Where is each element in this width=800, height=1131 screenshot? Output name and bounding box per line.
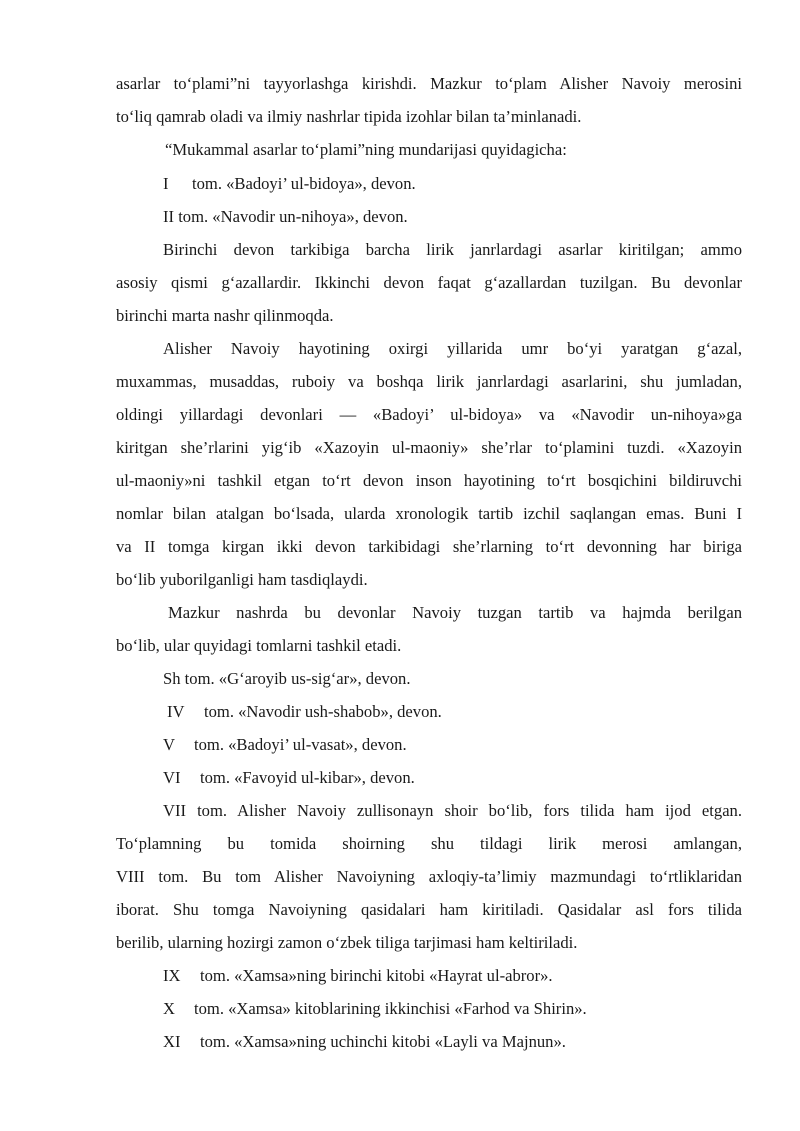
text-line: to‘liq qamrab oladi va ilmiy nashrlar tipida izohlar bilan ta’minlanadi. <box>116 107 582 126</box>
text-line: oldingi yillardagi devonlari — «Badoyi’ ul-bidoya» va «Navodir un-nihoya»ga <box>116 405 742 424</box>
volume-title: tom. «Xamsa»ning birinchi kitobi «Hayrat ul-abror». <box>200 966 553 985</box>
text-line: “Mukammal asarlar to‘plami”ning mundarijasi quyidagicha: <box>165 140 567 159</box>
volume-number: V <box>163 735 175 754</box>
text-line: VIII tom. Bu tom Alisher Navoiyning axloqiy-ta’limiy mazmundagi to‘rtliklaridan <box>116 867 742 886</box>
text-line: Mazkur nashrda bu devonlar Navoiy tuzgan tartib va hajmda berilgan <box>168 603 742 622</box>
volume-number: IX <box>163 966 181 985</box>
text-line: iborat. Shu tomga Navoiyning qasidalari ham kiritiladi. Qasidalar asl fors tilida <box>116 900 742 919</box>
volume-number: XI <box>163 1032 181 1051</box>
volume-title: tom. «Xamsa» kitoblarining ikkinchisi «Farhod va Shirin». <box>194 999 587 1018</box>
volume-number: VI <box>163 768 181 787</box>
text-line: Alisher Navoiy hayotining oxirgi yillarida umr bo‘yi yaratgan g‘azal, <box>163 339 742 358</box>
list-item: II tom. «Navodir un-nihoya», devon. <box>163 207 408 226</box>
volume-title: tom. «Favoyid ul-kibar», devon. <box>200 768 415 787</box>
volume-title: tom. «Xamsa»ning uchinchi kitobi «Layli va Majnun». <box>200 1032 566 1051</box>
text-line: bo‘lib yuborilganligi ham tasdiqlaydi. <box>116 570 368 589</box>
volume-number: I <box>163 174 169 193</box>
list-item: Sh tom. «G‘aroyib us-sig‘ar», devon. <box>163 669 411 688</box>
text-line: asarlar to‘plami”ni tayyorlashga kirishdi. Mazkur to‘plam Alisher Navoiy merosini <box>116 74 742 93</box>
text-line: muxammas, musaddas, ruboiy va boshqa lirik janrlardagi asarlarini, shu jumladan, <box>116 372 742 391</box>
text-line: VII tom. Alisher Navoiy zullisonayn shoir bo‘lib, fors tilida ham ijod etgan. <box>163 801 742 820</box>
text-line: nomlar bilan atalgan bo‘lsada, ularda xronologik tartib izchil saqlangan emas. Buni I <box>116 504 742 523</box>
text-line: ul-maoniy»ni tashkil etgan to‘rt devon inson hayotining to‘rt bosqichini bildiruvchi <box>116 471 742 490</box>
text-line: birinchi marta nashr qilinmoqda. <box>116 306 334 325</box>
text-line: Birinchi devon tarkibiga barcha lirik janrlardagi asarlar kiritilgan; ammo <box>163 240 742 259</box>
text-line: kiritgan she’rlarini yig‘ib «Xazoyin ul-maoniy» she’rlar to‘plamini tuzdi. «Xazoyin <box>116 438 742 457</box>
text-line: asosiy qismi g‘azallardir. Ikkinchi devon faqat g‘azallardan tuzilgan. Bu devonlar <box>116 273 742 292</box>
text-line: bo‘lib, ular quyidagi tomlarni tashkil etadi. <box>116 636 402 655</box>
text-line: va II tomga kirgan ikki devon tarkibidagi she’rlarning to‘rt devonning har biriga <box>116 537 742 556</box>
text-line: berilib, ularning hozirgi zamon o‘zbek tiliga tarjimasi ham keltiriladi. <box>116 933 578 952</box>
volume-title: tom. «Badoyi’ ul-vasat», devon. <box>194 735 407 754</box>
volume-number: X <box>163 999 175 1018</box>
volume-title: tom. «Navodir ush-shabob», devon. <box>204 702 442 721</box>
volume-number: IV <box>167 702 185 721</box>
volume-title: tom. «Badoyi’ ul-bidoya», devon. <box>192 174 416 193</box>
text-line: To‘plamning bu tomida shoirning shu tildagi lirik merosi amlangan, <box>116 834 742 853</box>
